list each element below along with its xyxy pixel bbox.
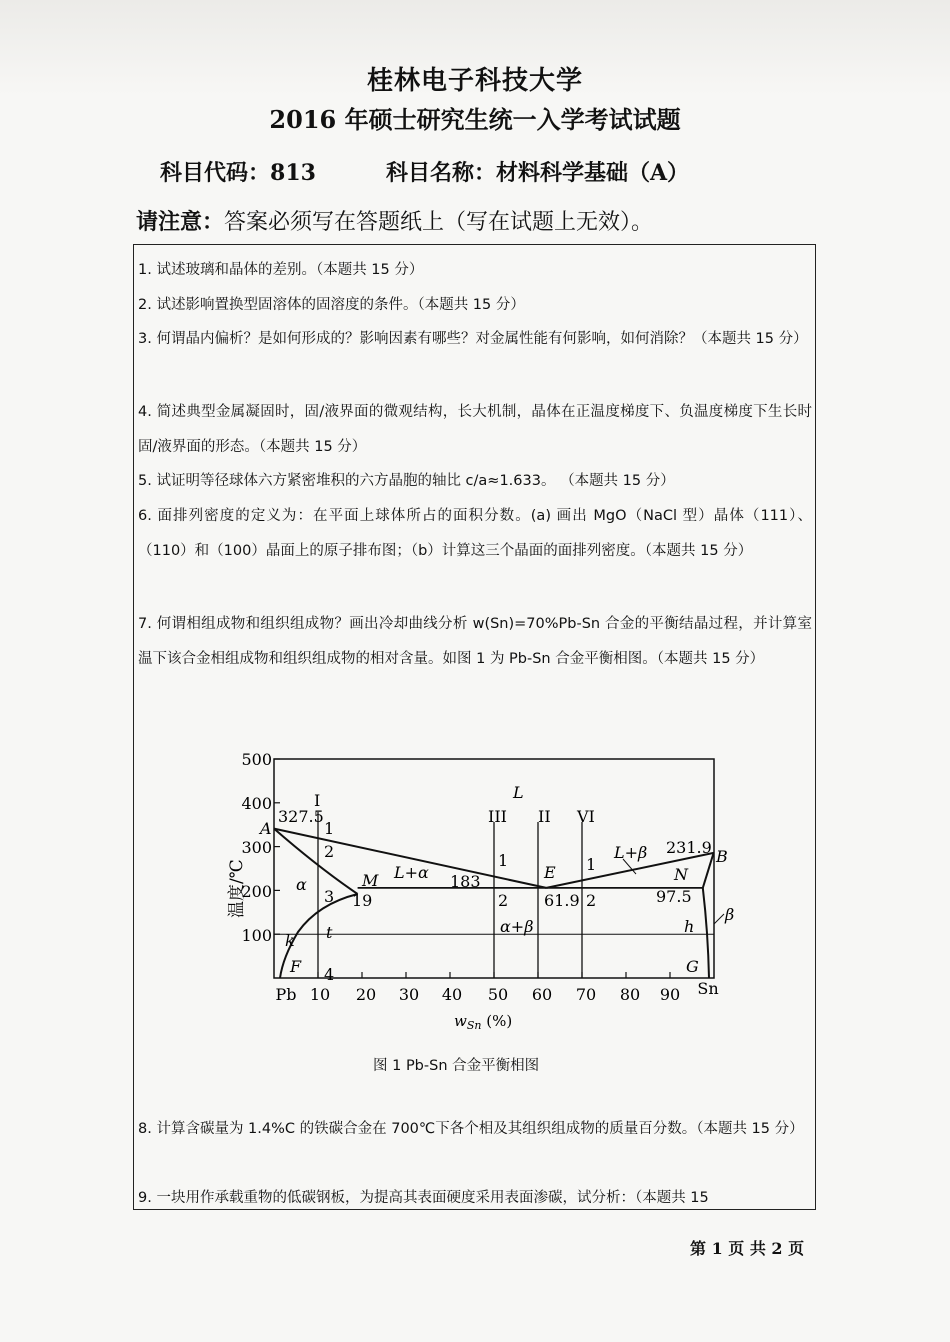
- label-M: M: [362, 871, 379, 890]
- y-tick: 400: [241, 794, 272, 813]
- notice-label: 请注意：: [136, 210, 225, 235]
- label-A: A: [260, 819, 272, 838]
- label-E: E: [544, 863, 556, 882]
- label-alpha: α: [296, 875, 307, 894]
- temp-eutectic: 183: [450, 872, 481, 891]
- x-tick: 20: [355, 985, 377, 1004]
- comp-E: 61.9: [544, 891, 580, 910]
- notice: [136, 205, 653, 236]
- question-1: 1. 试述玻璃和晶体的差别。（本题共 15 分）: [138, 262, 424, 278]
- alloy-VI-point: 1: [586, 855, 597, 874]
- y-tick: 100: [241, 926, 272, 945]
- question-8: 8. 计算含碳量为 1.4%C 的铁碳合金在 700℃下各个相及其组织组成物的质量百分数。（本题共 15 分）: [138, 1121, 804, 1137]
- alloy-I-label: I: [314, 791, 321, 810]
- subject-name-label: 科目名称：: [385, 160, 496, 186]
- phase-diagram-svg: [227, 742, 738, 1042]
- temp-Pb: 327.5: [278, 807, 324, 826]
- question-5: 5. 试证明等径球体六方紧密堆积的六方晶胞的轴比 c/a≈1.633。 （本题共 15 分）: [138, 473, 675, 489]
- x-tick: 30: [398, 985, 420, 1004]
- x-tick: 50: [487, 985, 509, 1004]
- x-tick: Sn: [697, 979, 719, 998]
- notice-text: 答案必须写在答题纸上（写在试题上无效）。: [224, 210, 654, 235]
- page-footer: 第 1 页 共 2 页: [690, 1239, 805, 1258]
- subject-code-label: 科目代码：: [160, 160, 271, 186]
- figure-caption: 图 1 Pb-Sn 合金平衡相图: [373, 1058, 540, 1074]
- alloy-VI-label: VI: [577, 807, 595, 826]
- subject-code: 813: [270, 160, 316, 186]
- label-G: G: [686, 957, 699, 976]
- label-beta: β: [725, 905, 735, 924]
- solvus-right: [703, 888, 709, 978]
- y-tick: 300: [241, 838, 272, 857]
- alloy-I-point: 2: [324, 842, 335, 861]
- alloy-I-point: 3: [324, 887, 335, 906]
- university-title: 桂林电子科技大学: [366, 66, 583, 96]
- x-axis-label: [454, 1012, 512, 1032]
- y-tick: 500: [241, 750, 272, 769]
- x-axis-sub: Sn: [466, 1019, 482, 1032]
- label-F: F: [290, 957, 302, 976]
- label-t: t: [326, 923, 333, 942]
- label-L-beta: L+β: [614, 843, 648, 862]
- solidus-right: [703, 853, 714, 888]
- temp-Sn: 231.9: [666, 838, 712, 857]
- label-N: N: [674, 865, 688, 884]
- label-h: h: [684, 917, 695, 936]
- y-axis-label: 温度/℃: [227, 859, 247, 918]
- comp-N: 97.5: [656, 887, 692, 906]
- x-tick: 10: [309, 985, 331, 1004]
- question-7: 7. 何谓相组成物和组织组成物？画出冷却曲线分析 w(Sn)=70%Pb-Sn 合金的平衡结晶过程，并计算室温下该合金相组成物和组织组成物的相对含量。如图 1 为 Pb-Sn 合金平衡相图。（本题共 15 分）: [138, 616, 812, 667]
- alloy-III-point: 1: [498, 851, 509, 870]
- x-tick: 70: [575, 985, 597, 1004]
- alloy-III-label: III: [488, 807, 507, 826]
- question-3: 3. 何谓晶内偏析？是如何形成的？影响因素有哪些？对金属性能有何影响，如何消除？（本题共 15 分）: [138, 331, 808, 347]
- label-alpha-beta: α+β: [500, 917, 534, 936]
- alloy-VI-point: 2: [586, 891, 597, 910]
- question-6: 6. 面排列密度的定义为：在平面上球体所占的面积分数。(a) 画出 MgO（NaCl 型）晶体（111）、（110）和（100）晶面上的原子排布图；（b）计算这三个晶面的面排列密度。（本题共 15 分）: [138, 508, 812, 559]
- question-4: 4. 简述典型金属凝固时，固/液界面的微观结构，长大机制，晶体在正温度梯度下、负温度梯度下生长时固/液界面的形态。（本题共 15 分）: [138, 404, 812, 455]
- x-axis-var: w: [454, 1012, 467, 1030]
- label-L: L: [513, 783, 524, 802]
- comp-M: 19: [352, 891, 373, 910]
- x-axis-unit: (%): [481, 1012, 513, 1030]
- subject-name: 材料科学基础（A）: [495, 160, 690, 186]
- x-tick: 40: [441, 985, 463, 1004]
- beta-pointer: [714, 914, 724, 924]
- x-tick: 90: [659, 985, 681, 1004]
- alloy-III-point: 2: [498, 891, 509, 910]
- x-tick: 80: [619, 985, 641, 1004]
- alloy-I-point: 4: [324, 965, 335, 984]
- subject-row: [160, 156, 689, 187]
- x-tick: 60: [531, 985, 553, 1004]
- label-B: B: [716, 847, 728, 866]
- x-tick: Pb: [275, 985, 297, 1004]
- label-L-alpha: L+α: [394, 863, 429, 882]
- alloy-I-point: 1: [324, 819, 335, 838]
- label-k: k: [285, 931, 295, 950]
- alloy-II-label: II: [538, 807, 551, 826]
- phase-diagram: [227, 742, 738, 1046]
- question-2: 2. 试述影响置换型固溶体的固溶度的条件。（本题共 15 分）: [138, 297, 525, 313]
- question-9: 9. 一块用作承载重物的低碳钢板，为提高其表面硬度采用表面渗碳，试分析：（本题共 15: [138, 1190, 709, 1206]
- y-tick: 200: [241, 882, 272, 901]
- exam-title: 2016 年硕士研究生统一入学考试试题: [269, 105, 681, 134]
